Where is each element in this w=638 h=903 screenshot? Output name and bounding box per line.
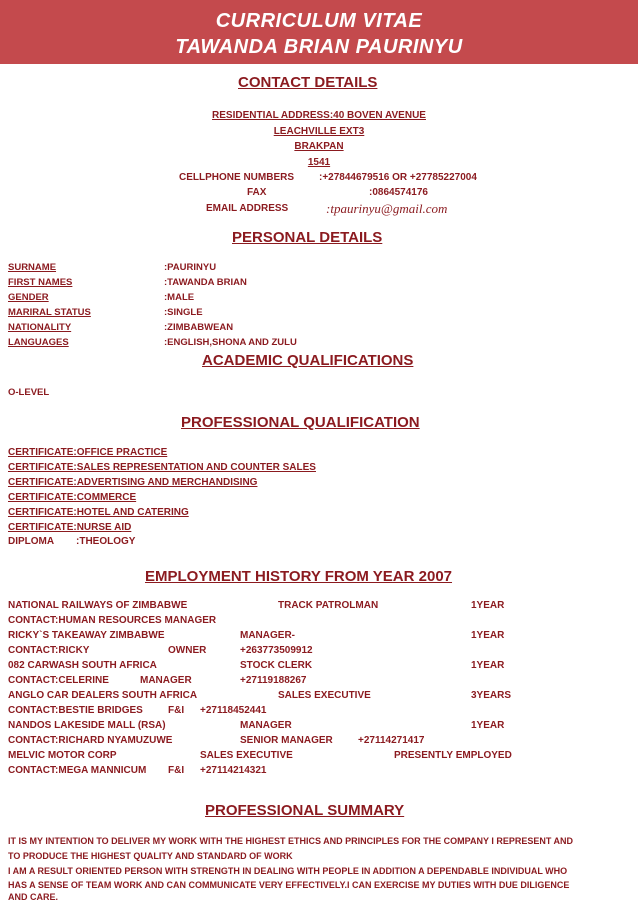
summary-heading: PROFESSIONAL SUMMARY	[205, 802, 405, 819]
cv-header	[0, 0, 638, 64]
qualification-item: CERTIFICATE:ADVERTISING AND MERCHANDISING	[8, 477, 258, 488]
employment-row: CONTACT:RICHARD NYAMUZUWE SENIOR MANAGER +27114271417	[8, 735, 425, 746]
personal-row: NATIONALITY :ZIMBABWEAN	[8, 322, 234, 333]
academic-item: O-LEVEL	[8, 387, 50, 398]
summary-line: IT IS MY INTENTION TO DELIVER MY WORK WITH THE HIGHEST ETHICS AND PRINCIPLES FOR THE COMPANY I REPRESENT AND	[8, 836, 574, 846]
cv-title: CURRICULUM VITAE	[215, 10, 423, 32]
employment-heading: EMPLOYMENT HISTORY FROM YEAR 2007	[145, 568, 453, 585]
employment-row: CONTACT:HUMAN RESOURCES MANAGER	[8, 615, 217, 626]
fax-label: FAX	[247, 187, 267, 198]
fax-row	[247, 187, 431, 200]
qualification-item: CERTIFICATE:NURSE AID	[8, 522, 132, 533]
summary-line: TO PRODUCE THE HIGHEST QUALITY AND STANDARD OF WORK	[8, 851, 293, 861]
summary-line: HAS A SENSE OF TEAM WORK AND CAN COMMUNICATE VERY EFFECTIVELY.I CAN EXERCISE MY DUTIES WITH DUE DILIGENCE	[8, 880, 570, 890]
academic-heading: ACADEMIC QUALIFICATIONS	[202, 352, 414, 369]
personal-heading: PERSONAL DETAILS	[232, 229, 383, 246]
address-line-3: BRAKPAN	[294, 141, 344, 152]
personal-row: MARIRAL STATUS :SINGLE	[8, 307, 203, 318]
employment-row: CONTACT:MEGA MANNICUM F&I +27114214321	[8, 765, 267, 776]
professional-heading: PROFESSIONAL QUALIFICATION	[181, 414, 420, 431]
personal-row: FIRST NAMES :TAWANDA BRIAN	[8, 277, 247, 288]
qualification-item: CERTIFICATE:HOTEL AND CATERING	[8, 507, 189, 518]
qualification-item: CERTIFICATE:COMMERCE	[8, 492, 137, 503]
address-line-2: LEACHVILLE EXT3	[273, 126, 365, 137]
email-row	[206, 201, 476, 217]
cellphone-row	[179, 172, 500, 185]
personal-row: SURNAME :PAURINYU	[8, 262, 217, 273]
employment-row: CONTACT:CELERINE MANAGER +27119188267	[8, 675, 307, 686]
email-value[interactable]: :tpaurinyu@gmail.com	[326, 201, 448, 216]
qualification-item: CERTIFICATE:SALES REPRESENTATION AND COUNTER SALES	[8, 462, 316, 473]
employment-row: ANGLO CAR DEALERS SOUTH AFRICA SALES EXECUTIVE 3YEARS	[8, 690, 512, 701]
contact-heading: CONTACT DETAILS	[238, 74, 378, 91]
employment-list	[8, 600, 568, 780]
cellphone-value: :+27844679516 OR +27785227004	[319, 172, 477, 183]
address-line-4: 1541	[307, 157, 331, 168]
personal-row: GENDER :MALE	[8, 292, 195, 303]
employment-row: CONTACT:RICKY OWNER +263773509912	[8, 645, 313, 656]
cv-name: TAWANDA BRIAN PAURINYU	[175, 36, 463, 58]
personal-details-list	[8, 262, 308, 352]
fax-value: :0864574176	[369, 187, 428, 198]
employment-row: 082 CARWASH SOUTH AFRICA STOCK CLERK 1YEAR	[8, 660, 505, 671]
employment-row: NATIONAL RAILWAYS OF ZIMBABWE TRACK PATROLMAN 1YEAR	[8, 600, 505, 611]
personal-row: LANGUAGES :ENGLISH,SHONA AND ZULU	[8, 337, 297, 348]
summary-line: AND CARE.	[8, 892, 59, 902]
employment-row: MELVIC MOTOR CORP SALES EXECUTIVE PRESENTLY EMPLOYED	[8, 750, 512, 761]
email-label: EMAIL ADDRESS	[206, 203, 289, 214]
summary-line: I AM A RESULT ORIENTED PERSON WITH STRENGTH IN DEALING WITH PEOPLE IN ADDITION A DEPENDABLE INDIVIDUAL WHO	[8, 866, 568, 876]
qualification-item: CERTIFICATE:OFFICE PRACTICE	[8, 447, 168, 458]
cellphone-label: CELLPHONE NUMBERS	[179, 172, 295, 183]
diploma-row: DIPLOMA :THEOLOGY	[8, 536, 136, 547]
employment-row: RICKY`S TAKEAWAY ZIMBABWE MANAGER- 1YEAR	[8, 630, 505, 641]
employment-row: CONTACT:BESTIE BRIDGES F&I +27118452441	[8, 705, 267, 716]
address-line-1: RESIDENTIAL ADDRESS:40 BOVEN AVENUE	[212, 110, 426, 121]
employment-row: NANDOS LAKESIDE MALL (RSA) MANAGER 1YEAR	[8, 720, 505, 731]
